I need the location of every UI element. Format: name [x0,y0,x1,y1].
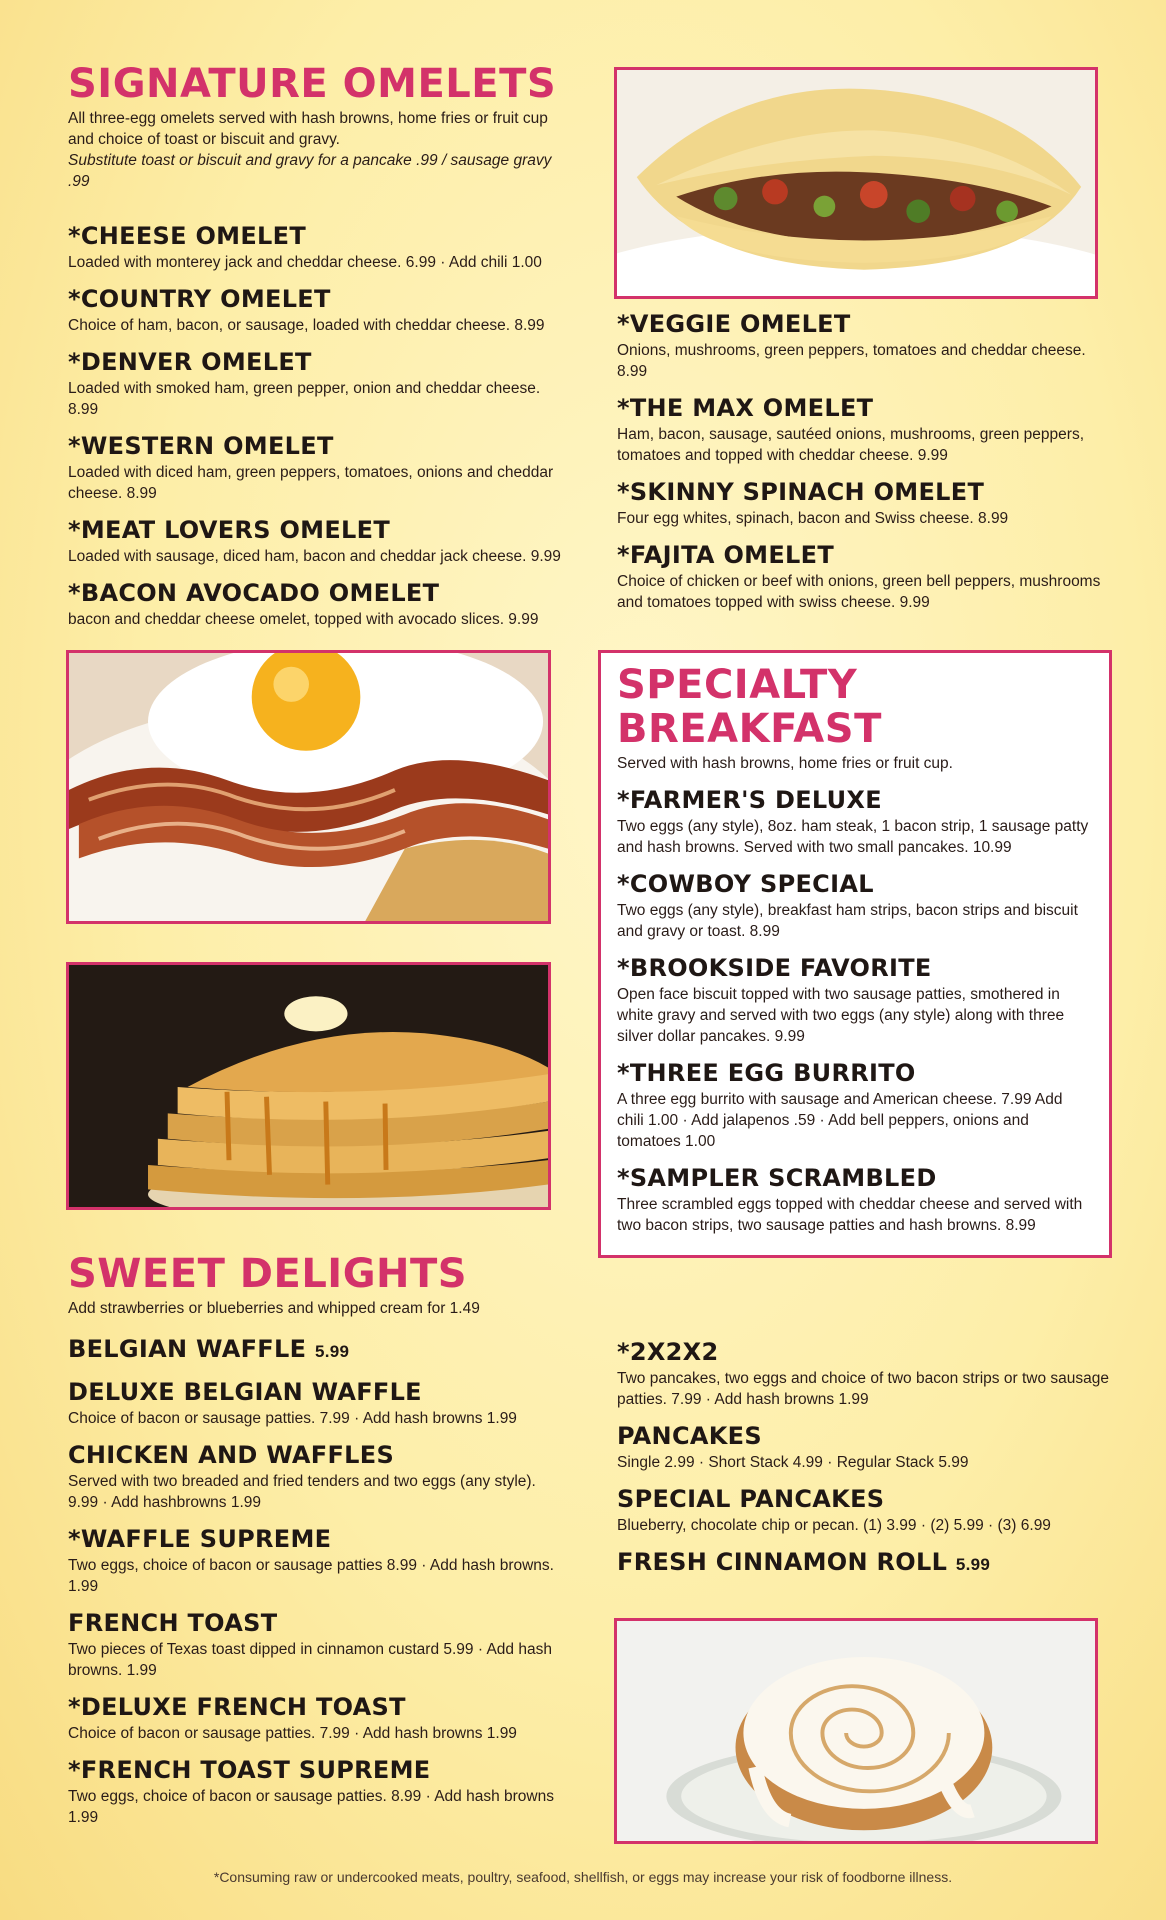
item-desc: Loaded with sausage, diced ham, bacon and cheddar jack cheese. 9.99 [68,548,561,565]
item-desc: Served with two breaded and fried tenders and two eggs (any style). 9.99 · Add hashbrowns 1.99 [68,1473,536,1511]
item-name: SPECIAL PANCAKES [617,1485,885,1513]
menu-item [68,432,568,504]
item-name: *WESTERN OMELET [68,432,334,460]
signature-intro-italic: Substitute toast or biscuit and gravy for a pancake .99 / sausage gravy .99 [68,152,552,190]
item-name: *BACON AVOCADO OMELET [68,579,440,607]
item-name: DELUXE BELGIAN WAFFLE [68,1378,422,1406]
item-desc: Two eggs, choice of bacon or sausage patties. 8.99 · Add hash browns 1.99 [68,1788,554,1826]
pancakes-illustration [69,965,548,1207]
item-name: *DENVER OMELET [68,348,312,376]
sweet-intro: Add strawberries or blueberries and whipped cream for 1.49 [68,1300,480,1317]
item-desc: Loaded with monterey jack and cheddar cheese. 6.99 · Add chili 1.00 [68,254,542,271]
item-name: *DELUXE FRENCH TOAST [68,1693,406,1721]
item-desc: Two eggs, choice of bacon or sausage patties 8.99 · Add hash browns. 1.99 [68,1557,554,1595]
item-name: *FARMER'S DELUXE [617,786,882,814]
item-desc: Open face biscuit topped with two sausage patties, smothered in white gravy and served with two eggs (any style) along with three silver dollar pancakes. 9.99 [617,986,1065,1045]
menu-item [68,579,568,630]
signature-right-column [617,310,1117,613]
menu-item [617,1164,1093,1236]
item-name: *THE MAX OMELET [617,394,874,422]
item-desc: Choice of ham, bacon, or sausage, loaded with cheddar cheese. 8.99 [68,317,545,334]
menu-item [68,1693,568,1744]
menu-item [617,954,1093,1047]
menu-item [68,1609,568,1681]
item-desc: A three egg burrito with sausage and American cheese. 7.99 Add chili 1.00 · Add jalapenos .59 · Add bell peppers, onions and tomatoes 1.00 [617,1091,1063,1150]
item-desc: Four egg whites, spinach, bacon and Swiss cheese. 8.99 [617,510,1009,527]
item-desc: Ham, bacon, sausage, sautéed onions, mushrooms, green peppers, tomatoes and topped with cheddar cheese. 9.99 [617,426,1084,464]
specialty-breakfast-box [598,650,1112,1258]
item-name: *BROOKSIDE FAVORITE [617,954,932,982]
item-desc: Two eggs (any style), 8oz. ham steak, 1 bacon strip, 1 sausage patty and hash browns. Served with two small pancakes. 10.99 [617,818,1089,856]
item-desc: Three scrambled eggs topped with cheddar cheese and served with two bacon strips, two sausage patties and hash browns. 8.99 [617,1196,1083,1234]
pancakes-photo [66,962,551,1210]
item-name: *CHEESE OMELET [68,222,307,250]
menu-item [68,285,568,336]
foodborne-illness-disclaimer: *Consuming raw or undercooked meats, poultry, seafood, shellfish, or eggs may increase your risk of foodborne illness. [213,1869,953,1885]
item-name: PANCAKES [617,1422,762,1450]
item-name: *SKINNY SPINACH OMELET [617,478,985,506]
omelet-photo [614,67,1098,299]
bacon-eggs-photo [66,650,551,924]
item-desc: Onions, mushrooms, green peppers, tomatoes and cheddar cheese. 8.99 [617,342,1086,380]
menu-item [617,1548,1117,1579]
signature-left-column [68,62,568,630]
item-price: 5.99 [314,1342,350,1361]
menu-item [617,478,1117,529]
item-desc: bacon and cheddar cheese omelet, topped with avocado slices. 9.99 [68,611,539,628]
menu-item [68,1335,568,1366]
item-desc: Choice of bacon or sausage patties. 7.99 · Add hash browns 1.99 [68,1410,517,1427]
item-price: 5.99 [955,1555,991,1574]
menu-item [68,516,568,567]
item-name [68,1335,568,1366]
signature-title: SIGNATURE OMELETS [68,61,557,107]
sweet-title: SWEET DELIGHTS [68,1251,468,1297]
menu-item [617,786,1093,858]
item-desc: Blueberry, chocolate chip or pecan. (1) 3.99 · (2) 5.99 · (3) 6.99 [617,1517,1051,1534]
item-name-text: BELGIAN WAFFLE [68,1335,307,1363]
item-desc: Choice of chicken or beef with onions, green bell peppers, mushrooms and tomatoes topped with swiss cheese. 9.99 [617,573,1101,611]
bacon-eggs-illustration [69,653,548,921]
item-name: *COWBOY SPECIAL [617,870,874,898]
menu-item [68,1756,568,1828]
menu-item [617,1059,1093,1152]
item-name [617,1548,1117,1579]
item-desc: Single 2.99 · Short Stack 4.99 · Regular Stack 5.99 [617,1454,969,1471]
item-name: *SAMPLER SCRAMBLED [617,1164,937,1192]
sweet-left-column [68,1252,568,1828]
menu-item [617,310,1117,382]
menu-item [68,1525,568,1597]
item-desc: Two pancakes, two eggs and choice of two bacon strips or two sausage patties. 7.99 · Add hash browns 1.99 [617,1370,1109,1408]
cinnamon-roll-illustration [617,1621,1095,1841]
menu-item [617,1485,1117,1536]
item-name: CHICKEN AND WAFFLES [68,1441,395,1469]
item-desc: Choice of bacon or sausage patties. 7.99 · Add hash browns 1.99 [68,1725,517,1742]
menu-item [68,348,568,420]
item-name: *MEAT LOVERS OMELET [68,516,390,544]
menu-item [68,222,568,273]
menu-item [617,394,1117,466]
item-name: *WAFFLE SUPREME [68,1525,332,1553]
item-name: FRENCH TOAST [68,1609,278,1637]
item-name: *FAJITA OMELET [617,541,835,569]
menu-item [617,541,1117,613]
item-name: *2X2X2 [617,1338,719,1366]
cinnamon-roll-photo [614,1618,1098,1844]
item-name: *THREE EGG BURRITO [617,1059,916,1087]
specialty-intro: Served with hash browns, home fries or fruit cup. [617,755,953,772]
item-desc: Two pieces of Texas toast dipped in cinnamon custard 5.99 · Add hash browns. 1.99 [68,1641,552,1679]
item-name-text: FRESH CINNAMON ROLL [617,1548,948,1576]
menu-item [68,1378,568,1429]
item-name: *COUNTRY OMELET [68,285,331,313]
item-desc: Loaded with smoked ham, green pepper, onion and cheddar cheese. 8.99 [68,380,541,418]
menu-item [617,1338,1117,1410]
item-name: *FRENCH TOAST SUPREME [68,1756,431,1784]
specialty-title: SPECIALTY BREAKFAST [617,662,882,752]
menu-item [617,870,1093,942]
item-desc: Two eggs (any style), breakfast ham strips, bacon strips and biscuit and gravy or toast. 8.99 [617,902,1078,940]
sweet-right-column [617,1338,1117,1579]
item-desc: Loaded with diced ham, green peppers, tomatoes, onions and cheddar cheese. 8.99 [68,464,554,502]
omelet-illustration [617,70,1095,296]
menu-item [617,1422,1117,1473]
menu-item [68,1441,568,1513]
signature-intro: All three-egg omelets served with hash browns, home fries or fruit cup and choice of toast or biscuit and gravy. [68,110,548,148]
item-name: *VEGGIE OMELET [617,310,851,338]
